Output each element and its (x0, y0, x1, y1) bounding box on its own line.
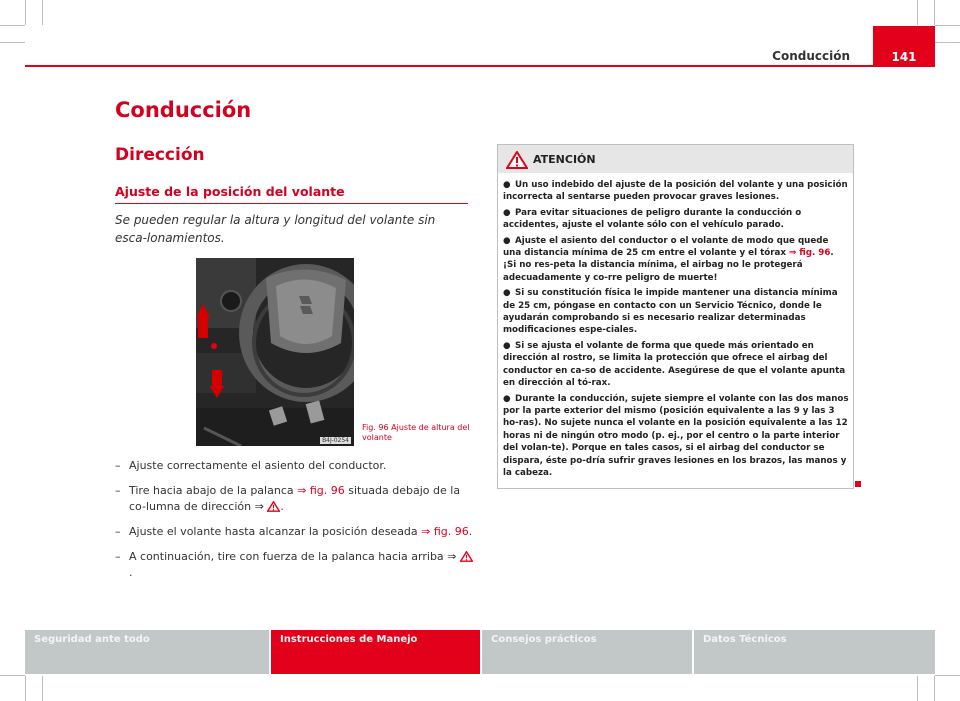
section-end-marker (855, 481, 861, 487)
crop-mark (42, 676, 43, 701)
footer-tab[interactable] (694, 630, 935, 674)
figure-reference-link[interactable]: ⇒ fig. 96 (297, 484, 345, 497)
page-number-box (873, 26, 935, 67)
attention-item (503, 393, 849, 480)
step-dash: – (115, 459, 121, 472)
figure-caption: Fig. 96 Ajuste de altura del volante (362, 423, 470, 442)
footer-tab[interactable] (482, 630, 692, 674)
attention-item (503, 340, 849, 390)
intro-text: Se pueden regular la altura y longitud del volante sin esca-lonamientos. (115, 213, 436, 245)
chapter-title: Conducción (115, 98, 252, 122)
warning-icon[interactable] (267, 501, 280, 512)
subsection-rule (115, 203, 468, 204)
warning-icon[interactable] (460, 551, 473, 562)
text-run: . (280, 500, 284, 513)
steering-wheel-illustration (196, 258, 354, 446)
footer-tab-label: Datos Técnicos (703, 634, 787, 645)
crop-mark (934, 0, 935, 25)
attention-item (503, 179, 849, 204)
crop-mark (934, 676, 935, 701)
crop-mark (917, 0, 918, 25)
footer-tab-bar (25, 630, 935, 674)
bullet: ● (503, 180, 511, 190)
attention-item (503, 235, 849, 285)
step-dash: – (115, 550, 121, 563)
text-run: situada debajo de la co-lumna de dirección ⇒ (129, 484, 461, 513)
header-rule (25, 65, 935, 67)
crop-mark (25, 0, 26, 25)
text-run: Un uso indebido del ajuste de la posición del volante y una posición incorrecta al sentarse pueden provocar graves lesiones. (503, 180, 848, 203)
text-run: Si se ajusta el volante de forma que quede más orientado en dirección al rostro, se limita la protección que ofrece el airbag del conductor en ca-so de accidente. Asegúrese de que el volante apunta en dirección al tó-rax. (503, 340, 846, 389)
attention-header (498, 145, 853, 173)
text-run: Para evitar situaciones de peligro durante la conducción o accidentes, ajuste el volante sólo con el vehículo parado. (503, 207, 802, 231)
text-run: Ajuste el asiento del conductor o el volante de modo que quede una distancia mínima de 25 cm entre el volante y el tórax (503, 235, 829, 259)
text-run: Durante la conducción, sujete siempre el volante con las dos manos por la parte exterior del mismo (posición equivalente a las 9 y las 3 ho-ras). No sujete nunca el volante en la posición equivalente a las 12 horas ni de ningún otro modo (p. ej., por el centro o la parte interior del volan-te). Porque en tales casos, si el airbag del conductor se dispara, éste po-dría sufrir graves lesiones en los brazos, las manos y la cabeza. (503, 393, 849, 478)
bullet: ● (503, 235, 511, 246)
instruction-step (115, 524, 473, 540)
text-run: . (129, 566, 133, 579)
subsection-title: Ajuste de la posición del volante (115, 184, 345, 199)
step-dash: – (115, 525, 121, 538)
crop-mark (42, 0, 43, 25)
crop-mark (935, 42, 960, 43)
text-run: . ¡Si no res-peta la distancia mínima, el airbag no le protegerá adecuadamente y co-rre peligro de muerte! (503, 248, 834, 283)
attention-title: ATENCIÓN (533, 153, 596, 166)
footer-tab-label: Seguridad ante todo (34, 634, 150, 645)
instruction-steps (115, 458, 473, 590)
text-run: Si su constitución física le impide mantener una distancia mínima de 25 cm, póngase en contacto con un Servicio Técnico, donde le ayudarán comprobando si es necesario realizar determinadas modificaciones espe-ciales. (503, 288, 838, 336)
instruction-step (115, 458, 473, 474)
bullet: ● (503, 288, 511, 299)
section-title: Dirección (115, 145, 205, 165)
crop-mark (0, 42, 25, 43)
attention-item (503, 207, 849, 232)
crop-mark (917, 676, 918, 701)
text-run: A continuación, tire con fuerza de la palanca hacia arriba ⇒ (129, 550, 460, 563)
footer-tab[interactable] (25, 630, 269, 674)
page-number: 141 (891, 50, 917, 64)
attention-item (503, 287, 849, 337)
crop-mark (935, 675, 960, 676)
crop-mark (0, 25, 25, 26)
figure-reference-link[interactable]: ⇒ fig. 96 (421, 525, 469, 538)
footer-tab-label: Consejos prácticos (491, 634, 597, 645)
figure-reference-link[interactable]: ⇒ fig. 96 (788, 248, 831, 259)
text-run: Ajuste el volante hasta alcanzar la posición deseada (129, 525, 422, 538)
crop-mark (0, 675, 25, 676)
crop-mark (25, 676, 26, 701)
steering-wheel-figure (196, 258, 354, 446)
warning-triangle-icon (506, 151, 528, 169)
footer-tab-label: Instrucciones de Manejo (280, 634, 418, 645)
bullet: ● (503, 340, 511, 351)
crop-mark (935, 25, 960, 26)
text-run: . (468, 525, 473, 538)
bullet: ● (503, 207, 511, 218)
figure-code: B4J-0254 (322, 437, 349, 444)
attention-box (497, 144, 854, 489)
running-header-title: Conducción (772, 49, 850, 63)
text-run: Tire hacia abajo de la palanca (129, 484, 298, 497)
attention-body (498, 173, 853, 479)
text-run: Ajuste correctamente el asiento del conductor. (129, 459, 387, 472)
instruction-step (115, 483, 473, 515)
footer-tab[interactable] (271, 630, 480, 674)
instruction-step (115, 549, 473, 581)
bullet: ● (503, 393, 511, 404)
step-dash: – (115, 484, 121, 497)
